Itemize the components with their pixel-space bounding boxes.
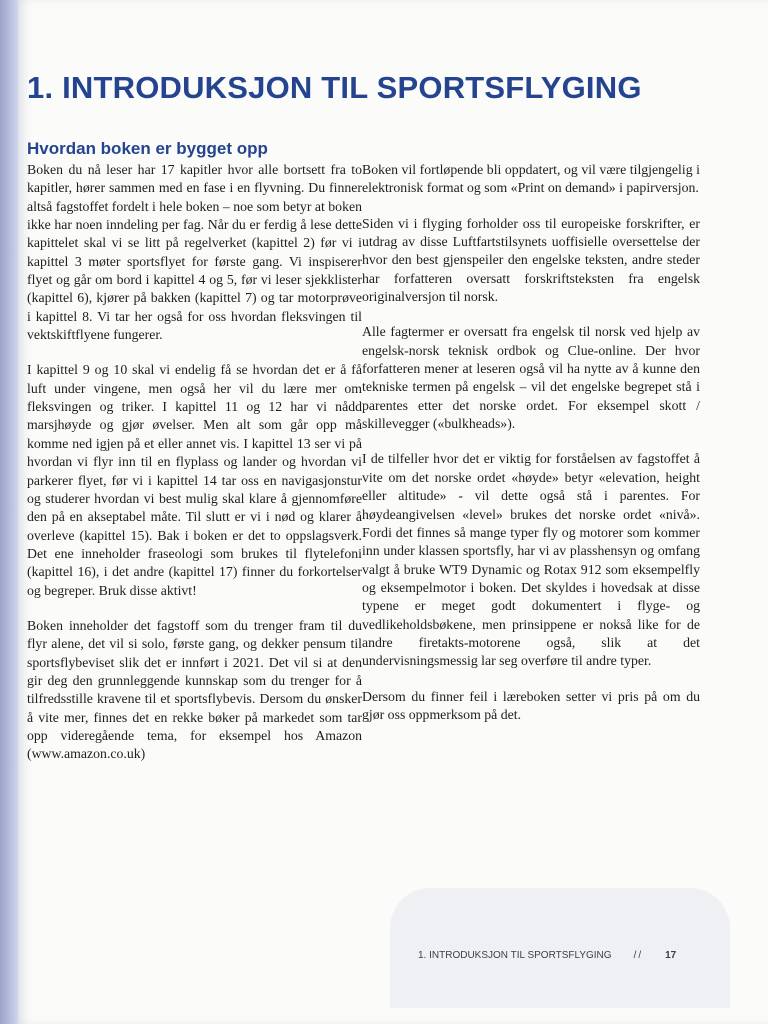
book-binding-edge (0, 0, 18, 1024)
page-footer (418, 950, 706, 961)
footer-running-title: 1. INTRODUKSJON TIL SPORTSFLYGING (418, 950, 612, 961)
left-column (27, 161, 362, 781)
footer-separator: // (633, 950, 644, 961)
right-paragraph-5: Dersom du finner feil i læreboken setter vi pris på om du gjør oss oppmerksom på det. (362, 688, 700, 722)
left-paragraph-3: Boken inneholder det fagstoff som du trenger fram til du flyr alene, det vil si solo, første gang, og dekker pensum til sportsflybeviset slik det er innført i 2021. Det vil si at den gir deg den grunnleggende kunnskap som du trenger for å tilfredsstille kravene til et sportsflybevis. Dersom du ønsker å vite mer, finnes det en rekke bøker på markedet som tar opp videregående tema, for eksempel hos Amazon (www.amazon.co.uk) (27, 617, 362, 762)
right-paragraph-4: I de tilfeller hvor det er viktig for forståelsen av fagstoffet å vite om det norske ordet «høyde» betyr «elevation, height eller altitude» - vil dette også stå i parentes. For høydeangivelsen «level» brukes det norske ordet «nivå». Fordi det finnes så mange typer fly og motorer som kommer inn under klassen sportsfly, har vi av plasshensyn og omfang valgt å bruke WT9 Dynamic og Rotax 912 som eksempelfly og eksempelmotor i boken. Det skyldes i hovedsak at disse typene er meget godt dokumentert i flyge- og vedlikeholdsbøkene, men prinsippene er nokså like for de andre firetakts-motorene også, slik at det undervisningsmessig lar seg overføre til andre typer. (362, 451, 700, 669)
right-paragraph-3: Alle fagtermer er oversatt fra engelsk til norsk ved hjelp av engelsk-norsk teknisk ordbok og Clue-online. Der hvor forfatteren mener at leseren også vil ha nytte av å kunne den tekniske termen på engelsk – vil det engelske begrepet stå i parentes etter det norske ordet. For eksempel skott / skillevegger («bulkheads»). (362, 324, 700, 432)
chapter-title: 1. INTRODUKSJON TIL SPORTSFLYGING (27, 70, 642, 105)
right-paragraph-1: Boken vil fortløpende bli oppdatert, og vil være tilgjengelig i elektronisk format og som «Print on demand» i papirversjon. (362, 162, 700, 196)
right-paragraph-2: Siden vi i flyging forholder oss til europeiske forskrifter, er utdrag av disse Luftfartstilsynets uoffisielle oversettelse der hvor den best gjenspeiler den engelske teksten, andre steder har forfatteren oversatt forskriftsteksten fra engelsk originalversjon til norsk. (362, 215, 700, 305)
right-column (362, 161, 700, 741)
page-number: 17 (665, 950, 677, 961)
footer-background-shape (390, 888, 730, 1008)
left-paragraph-1: Boken du nå leser har 17 kapitler hvor alle bortsett fra to kapitler, hører sammen med en fase i en flyvning. Du finner altså fagstoffet fordelt i hele boken – noe som betyr at boken ikke har noen inndeling per fag. Når du er ferdig å lese dette kapittelet skal vi se litt på regelverket (kapittel 2) før vi i kapittel 3 møter sportsflyet for første gang. Vi inspiserer flyet og går om bord i kapittel 4 og 5, før vi leser sjekklister (kapittel 6), kjører på bakken (kapittel 7) og tar motorprøve i kapittel 8. Vi tar her også for oss hvordan fleksvingen til vektskiftflyene fungerer. (27, 162, 362, 343)
section-heading: Hvordan boken er bygget opp (27, 139, 268, 158)
left-paragraph-2: I kapittel 9 og 10 skal vi endelig få se hvordan det er å få luft under vingene, men også her vil du lære mer om fleksvingen og triker. I kapittel 11 og 12 har vi nådd marsjhøyde og gjør øvelser. Men alt som går opp må komme ned igjen på et eller annet vis. I kapittel 13 ser vi på hvordan vi flyr inn til en flyplass og lander og hvordan vi parkerer flyet, før vi i kapittel 14 tar oss en navigasjonstur og studerer hvordan vi best mulig skal klare å gjennomføre den på en akseptabel måte. Til slutt er vi i nød og klarer å overleve (kapittel 15). Bak i boken er det to oppslagsverk. Det ene inneholder fraseologi som brukes til flytelefoni (kapittel 16), i det andre (kapittel 17) finner du forkortelser og begreper. Bruk disse aktivt! (27, 362, 362, 598)
